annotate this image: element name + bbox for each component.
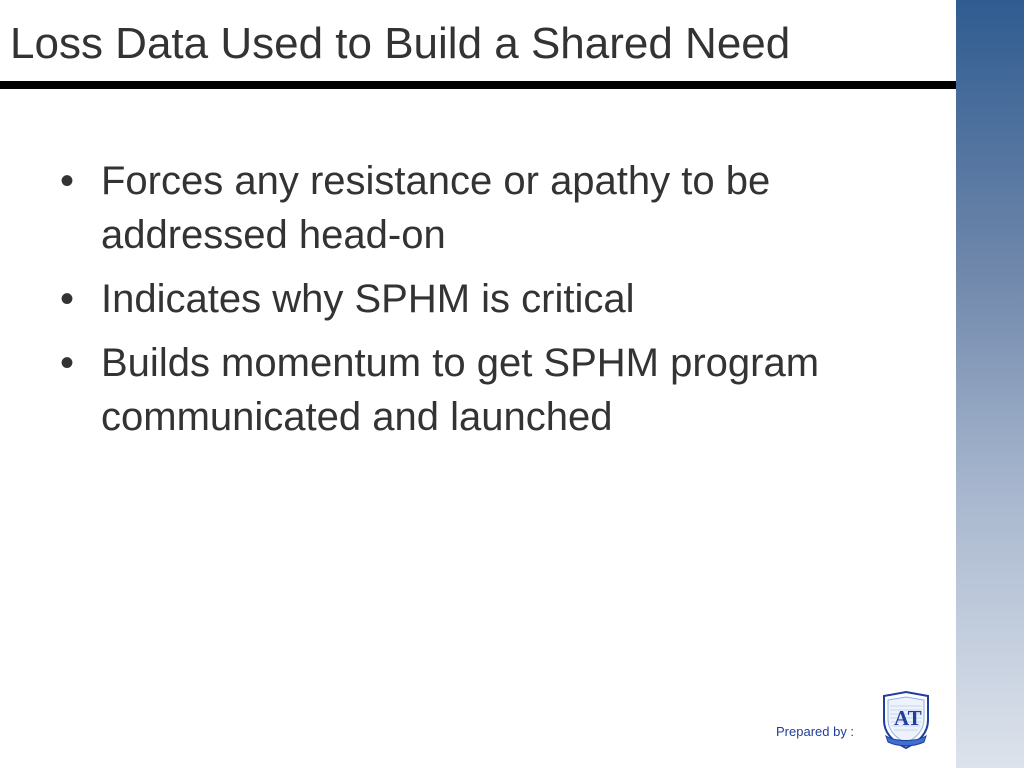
bullet-item <box>58 336 938 444</box>
bullet-text: Forces any resistance or apathy to be addressed head-on <box>101 159 771 257</box>
shield-logo-icon <box>880 690 932 752</box>
prepared-by-label: Prepared by : <box>776 724 855 739</box>
bullet-item <box>58 272 938 326</box>
bullet-item <box>58 154 938 262</box>
bullet-text: Indicates why SPHM is critical <box>101 277 635 321</box>
bullet-marker: • <box>60 277 75 321</box>
side-gradient-band <box>956 0 1024 768</box>
bullet-text: Builds momentum to get SPHM program communicated and launched <box>101 341 820 439</box>
bullet-marker: • <box>60 341 75 385</box>
title-underline-rule <box>0 81 956 89</box>
bullet-list <box>58 154 938 454</box>
logo-letter-a: AT <box>894 706 922 730</box>
bullet-marker: • <box>60 159 75 203</box>
slide-title: Loss Data Used to Build a Shared Need <box>10 19 791 68</box>
